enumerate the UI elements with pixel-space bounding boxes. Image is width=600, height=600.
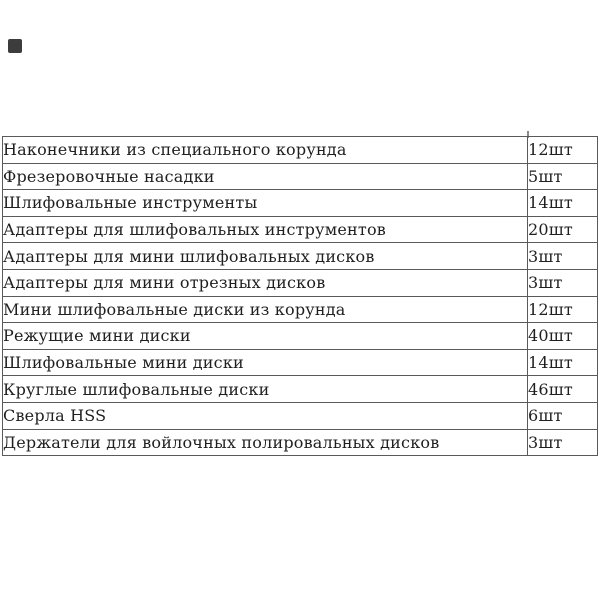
item-name-cell: Наконечники из специального корунда — [3, 137, 528, 164]
table-row — [3, 163, 598, 190]
dark-square-marker — [8, 39, 22, 53]
table-row — [3, 349, 598, 376]
item-qty-cell: 3шт — [528, 429, 598, 456]
item-name-cell: Адаптеры для шлифовальных инструментов — [3, 216, 528, 243]
table-row — [3, 190, 598, 217]
item-name-cell: Держатели для войлочных полировальных дисков — [3, 429, 528, 456]
table-row — [3, 137, 598, 164]
item-qty-cell: 12шт — [528, 137, 598, 164]
table-row — [3, 376, 598, 403]
table-row — [3, 402, 598, 429]
inventory-table — [2, 136, 598, 456]
item-name-cell: Круглые шлифовальные диски — [3, 376, 528, 403]
item-qty-cell: 46шт — [528, 376, 598, 403]
item-name-cell: Шлифовальные мини диски — [3, 349, 528, 376]
table-row — [3, 296, 598, 323]
item-name-cell: Режущие мини диски — [3, 323, 528, 350]
table-row — [3, 323, 598, 350]
item-name-cell: Сверла HSS — [3, 402, 528, 429]
item-qty-cell: 12шт — [528, 296, 598, 323]
item-name-cell: Адаптеры для мини шлифовальных дисков — [3, 243, 528, 270]
item-name-cell: Мини шлифовальные диски из корунда — [3, 296, 528, 323]
item-qty-cell: 3шт — [528, 243, 598, 270]
item-qty-cell: 14шт — [528, 190, 598, 217]
item-qty-cell: 40шт — [528, 323, 598, 350]
item-qty-cell: 14шт — [528, 349, 598, 376]
table-row — [3, 429, 598, 456]
item-qty-cell: 5шт — [528, 163, 598, 190]
item-qty-cell: 20шт — [528, 216, 598, 243]
item-name-cell: Шлифовальные инструменты — [3, 190, 528, 217]
item-qty-cell: 6шт — [528, 402, 598, 429]
table-row — [3, 269, 598, 296]
table-row — [3, 243, 598, 270]
item-qty-cell: 3шт — [528, 269, 598, 296]
table-row — [3, 216, 598, 243]
item-name-cell: Адаптеры для мини отрезных дисков — [3, 269, 528, 296]
item-name-cell: Фрезеровочные насадки — [3, 163, 528, 190]
